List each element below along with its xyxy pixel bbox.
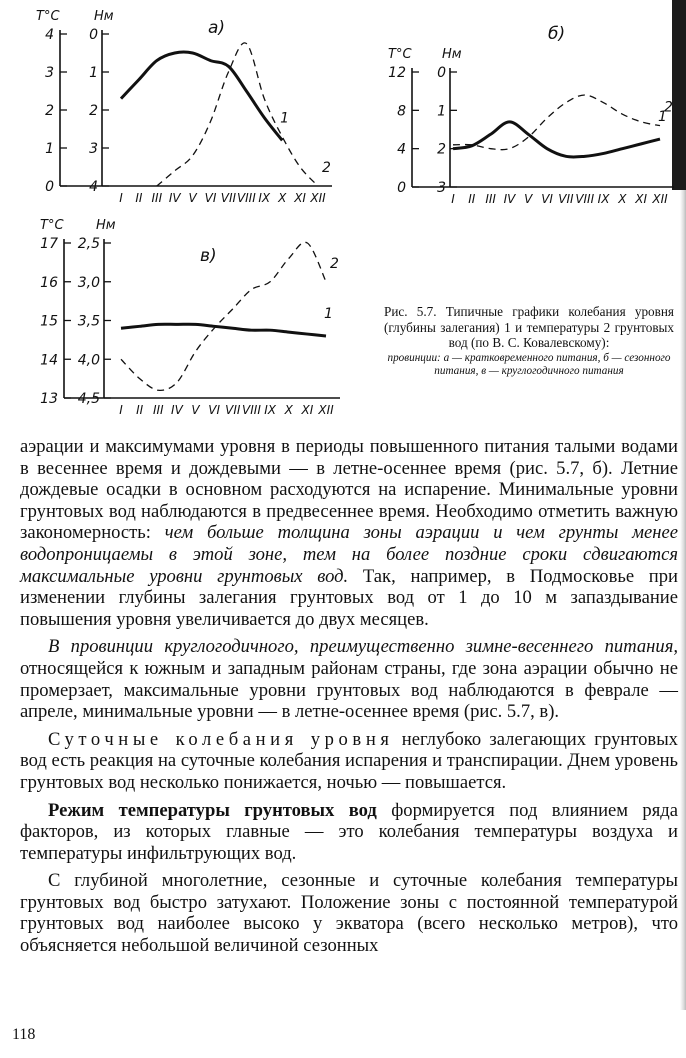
chart-2-x-tick-label: VII [558,192,574,206]
chart-2-x-tick-label: V [524,192,533,206]
chart-1-series-1-line [121,52,282,140]
p4-text: формируется под влиянием ряда факторов, из которых главные — это колебания температуры воздуха и температуры инфильтрующих вод. [20,799,678,864]
chart-2-series-2-line [453,95,660,150]
chart-3-y-right-tick-label: 3,0 [77,274,100,291]
chart-3-x-tick-label: I [119,403,123,417]
paragraph-1 [20,436,678,630]
chart-1-y-left-tick-label: 3 [45,65,54,81]
chart-2-y-right-label: Нм [442,47,462,62]
p2-text: относящейся к южным и западным районам страны, где зона аэрации обычно не промерзает, максимальные уровни грунтовых вод наблюдаются в феврале — апреле, минимальные уровни — в летне-осеннее время (рис. 5.7, в). [20,657,678,723]
chart-1-x-tick-label: I [119,191,123,205]
chart-1-y-left-tick-label: 1 [45,141,54,157]
chart-3-x-tick-label: III [152,403,164,417]
chart-1-y-right-tick-label: 0 [89,27,98,43]
chart-3-x-tick-label: X [284,403,293,417]
chart-2-y-right-tick-label: 2 [437,141,446,158]
p5-text: С глубиной многолетние, сезонные и суточные колебания температуры грунтовых вод быстро затухают. Положение зоны с постоянной температурой грунтовых вод наиболее высоко у экватора (всего несколько метров), что объясняется небольшой величиной сезонных [20,870,678,957]
chart-1-x-tick-label: II [135,191,143,205]
p1-text: аэрации и максимумами уровня в периоды повышенного питания талыми водами в весеннее время и дождевыми — в летне-осеннее время (рис. 5.7, б). Летние дождевые осадки в основном расходуются на испарение. Минимальные уровни грунтовых вод наблюдаются в предвесеннее время. Необходимо отметить важную закономерность: [20,436,678,544]
chart-3-y-left-tick-label: 17 [40,236,58,252]
chart-3-y-right-tick-label: 4,5 [77,391,100,407]
chart-3-y-right-tick-label: 2,5 [77,236,100,252]
chart-1-x-tick-label: VI [204,191,217,205]
caption-provinces: провинции: а — кратковременного питания, б — сезонного питания, в — круглогодичного питания [387,351,671,377]
p3-text: неглубоко залегающих грунтовых вод есть реакция на суточные колебания испарения и транспирации. Днем уровень грунтовых вод несколько понижается, ночью — повышается. [20,728,678,793]
chart-1-x-tick-label: IX [258,191,271,205]
chart-3-panel-label: в) [200,246,217,266]
chart-1-panel-label: а) [208,18,226,38]
chart-2-y-left-tick-label: 12 [388,65,406,81]
chart-3-x-tick-label: V [191,403,200,417]
chart-3-y-left-tick-label: 14 [40,352,58,369]
chart-3-x-tick-label: IX [264,403,276,417]
chart-3-x-tick-label: II [136,403,144,417]
chart-3-x-tick-label: VI [208,403,221,417]
chart-3-series-1-line [121,324,326,336]
chart-1-y-left-tick-label: 0 [45,179,54,195]
chart-1-y-right-label: Нм [94,9,114,24]
p1-italic: чем больше толщина зоны аэрации и чем грунты менее водопроницаемы в этой зоне, тем на более поздние сроки сдвигаются максимальные уровни грунтовых вод. [20,522,679,587]
chart-3-y-right-label: Нм [96,218,116,233]
chart-1-y-left-tick-label: 2 [45,103,54,119]
chart-1-series-1-label: 1 [280,110,290,127]
chart-1-series-2-label: 2 [322,160,331,176]
chart-2-x-tick-label: XI [635,192,648,206]
chart-2-y-left-label: T°C [388,47,412,62]
chart-2-x-tick-label: XII [652,192,668,206]
figure-caption [384,304,674,378]
chart-3-y-right-tick-label: 3,5 [77,313,100,330]
chart-2-series-2-label: 2 [664,99,673,116]
p2-italic: В провинции круглогодичного, преимущественно зимне-весеннего питания, [48,636,678,658]
page-number: 118 [12,1026,36,1043]
chart-1-x-tick-label: VIII [236,191,256,205]
chart-3-x-tick-label: VII [225,403,241,417]
chart-1-y-right-tick-label: 3 [89,141,98,157]
chart-3-y-left-tick-label: 16 [40,274,58,291]
chart-3-y-right-tick-label: 4,0 [77,352,100,369]
chart-3-y-left-tick-label: 15 [40,313,58,330]
paragraph-2 [20,636,678,722]
caption-main: Рис. 5.7. Типичные графики колебания уровня (глубины залегания) 1 и температуры 2 грунтовых вод (по В. С. Ковалевскому): [384,304,674,350]
chart-2-x-tick-label: X [618,192,627,206]
chart-2-x-tick-label: II [468,192,476,206]
chart-3-x-tick-label: VIII [242,403,261,417]
chart-2-y-left-tick-label: 0 [397,180,406,196]
chart-1-x-tick-label: III [151,191,163,205]
chart-3-x-tick-label: IV [171,403,183,417]
chart-3-x-tick-label: XII [318,403,334,417]
chart-2-x-tick-label: VI [541,192,553,206]
chart-1-x-tick-label: X [278,191,287,205]
chart-2-y-right-tick-label: 1 [437,103,446,120]
chart-2-y-left-tick-label: 8 [397,103,406,120]
chart-3-series-1-label: 1 [324,306,333,322]
chart-2-y-right-tick-label: 0 [437,65,446,81]
paragraph-5 [20,870,678,956]
chart-2-panel-label: б) [548,24,566,44]
chart-1-x-tick-label: VII [220,191,237,205]
chart-1-x-tick-label: XI [294,191,306,205]
chart-2-y-left-tick-label: 4 [397,141,406,158]
chart-3-y-left-label: T°C [40,218,64,233]
chart-3-y-left-tick-label: 13 [40,391,58,407]
p4-bold: Режим температуры грунтовых вод [48,799,377,821]
paragraph-3 [20,729,678,794]
chart-1-series-2-line [157,43,318,186]
chart-1-x-tick-label: V [188,191,197,205]
chart-2-series-1-label: 1 [658,109,667,126]
chart-1-y-left-tick-label: 4 [45,27,54,43]
chart-3-x-tick-label: XI [301,403,314,417]
chart-3-series-2-label: 2 [330,255,339,272]
chart-1-y-right-tick-label: 1 [89,65,98,81]
chart-1-y-right-tick-label: 2 [89,103,98,119]
chart-2-x-tick-label: IV [503,192,516,206]
chart-2-x-tick-label: VIII [575,192,595,206]
chart-1-x-tick-label: XII [310,191,326,205]
chart-1-x-tick-label: IV [168,191,181,205]
p1-end: Так, например, в Подмосковье при изменении глубины залегания грунтовых вод от 1 до 10 м запаздывание повышения уровня увеличивается до двух месяцев. [20,565,678,630]
chart-2-x-tick-label: I [451,192,455,206]
chart-3-series-2-line [121,242,326,390]
chart-2-x-tick-label: IX [597,192,610,206]
chart-2-y-right-tick-label: 3 [437,180,446,196]
chart-1-y-right-tick-label: 4 [89,179,98,195]
chart-2-series-1-line [453,122,660,157]
body-text [20,436,678,963]
chart-1-y-left-label: T°C [36,9,60,24]
p3-spaced: Суточные колебания уровня [48,728,394,750]
paragraph-4 [20,800,678,865]
chart-2-x-tick-label: III [485,192,496,206]
